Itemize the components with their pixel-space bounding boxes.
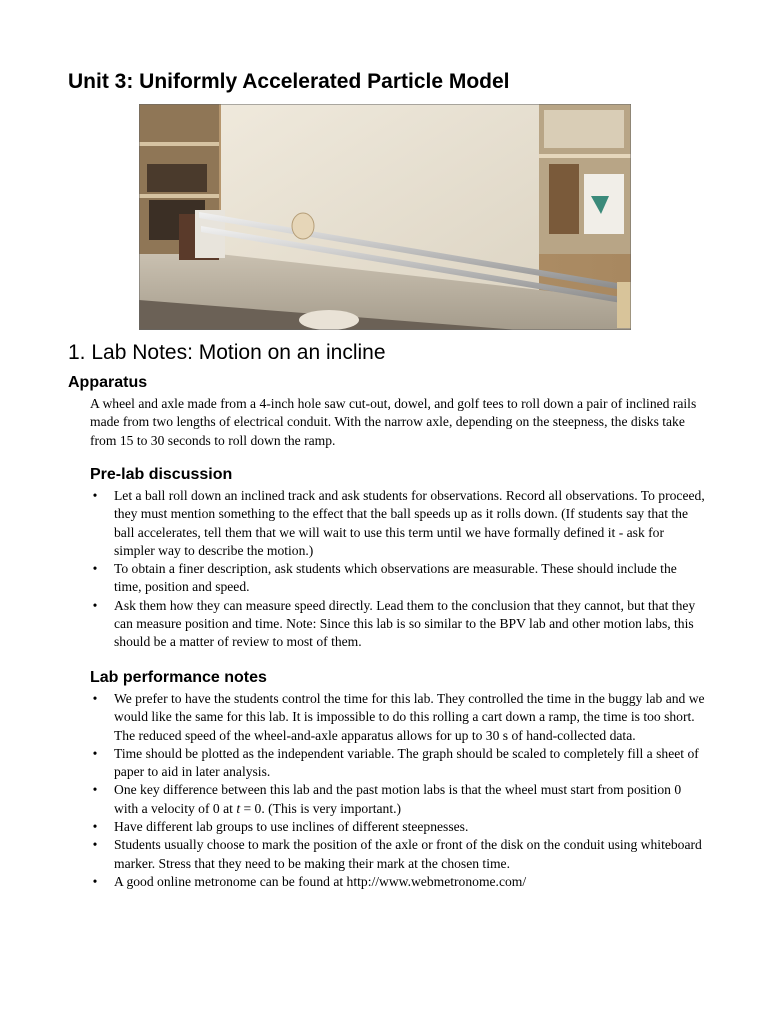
list-item <box>90 690 706 745</box>
unit-title: Unit 3: Uniformly Accelerated Particle Model <box>68 70 510 93</box>
list-item <box>90 781 706 818</box>
apparatus-text: A wheel and axle made from a 4-inch hole saw cut-out, dowel, and golf tees to roll down a pair of inclined rails made from two lengths of electrical conduit. With the narrow axle, depending on the steepness, the disks take from 15 to 30 seconds to roll down the ramp. <box>90 396 697 448</box>
list-item-text: Time should be plotted as the independent variable. The graph should be scaled to completely fill a sheet of paper to aid in later analysis. <box>114 745 699 780</box>
list-item-text: Have different lab groups to use inclines of different steepnesses. <box>114 819 469 835</box>
prelab-list <box>90 487 706 652</box>
performance-heading: Lab performance notes <box>90 669 267 686</box>
bullet-icon: • <box>92 597 98 613</box>
bullet-icon: • <box>92 745 98 761</box>
list-item <box>90 487 706 560</box>
list-item <box>90 818 706 836</box>
apparatus-heading: Apparatus <box>68 374 148 391</box>
bullet-icon: • <box>92 782 98 798</box>
list-item <box>90 873 706 891</box>
list-item <box>90 597 706 652</box>
list-item-text: Students usually choose to mark the position of the axle or front of the disk on the conduit using whiteboard marker. Stress that they need to be making their mark at the chosen time. <box>114 837 702 871</box>
metronome-link-text: A good online metronome can be found at http://www.webmetronome.com/ <box>114 873 527 889</box>
variable-t: t <box>236 800 241 816</box>
apparatus-photo-drawing <box>139 104 631 330</box>
list-item-text: We prefer to have the students control the time for this lab. They controlled the time in the buggy lab and we would like the same for this lab. It is impossible to do this rolling a cart down a ramp, the time is too short. The reduced speed of the wheel-and-axle apparatus allows for up to 30 s of hand-collected data. <box>114 691 705 743</box>
list-item-text: To obtain a finer description, ask students which observations are measurable. These should include the time, position and speed. <box>114 561 677 595</box>
list-item <box>90 745 706 782</box>
list-item-text-end: = 0. (This is very important.) <box>240 800 402 816</box>
performance-list <box>90 690 706 891</box>
list-item-text: Ask them how they can measure speed directly. Lead them to the conclusion that they cannot, but that they can measure position and time. Note: Since this lab is so similar to the BPV lab and other motion labs, this should be a matter of review to most of them. <box>114 597 696 650</box>
bullet-icon: • <box>92 561 98 577</box>
bullet-icon: • <box>92 691 98 706</box>
bullet-icon: • <box>92 873 98 889</box>
prelab-heading: Pre-lab discussion <box>90 466 233 483</box>
list-item <box>90 836 706 873</box>
bullet-icon: • <box>92 488 98 503</box>
bullet-icon: • <box>92 837 98 853</box>
apparatus-photo <box>139 104 631 330</box>
list-item-text: Let a ball roll down an inclined track and ask students for observations. Record all observations. To proceed, they must mention something to the effect that the ball speeds up as it rolls down. (If students say that the ball accelerates, tell them that we will wait to use this term until we have formally defined it - ask for simpler way to describe the motion.) <box>114 488 705 558</box>
section-title: 1. Lab Notes: Motion on an incline <box>68 341 386 364</box>
list-item-text-start: One key difference between this lab and the past motion labs is that the wheel must start from position 0 with a velocity of 0 at <box>114 782 682 816</box>
bullet-icon: • <box>92 819 98 835</box>
list-item <box>90 560 706 597</box>
